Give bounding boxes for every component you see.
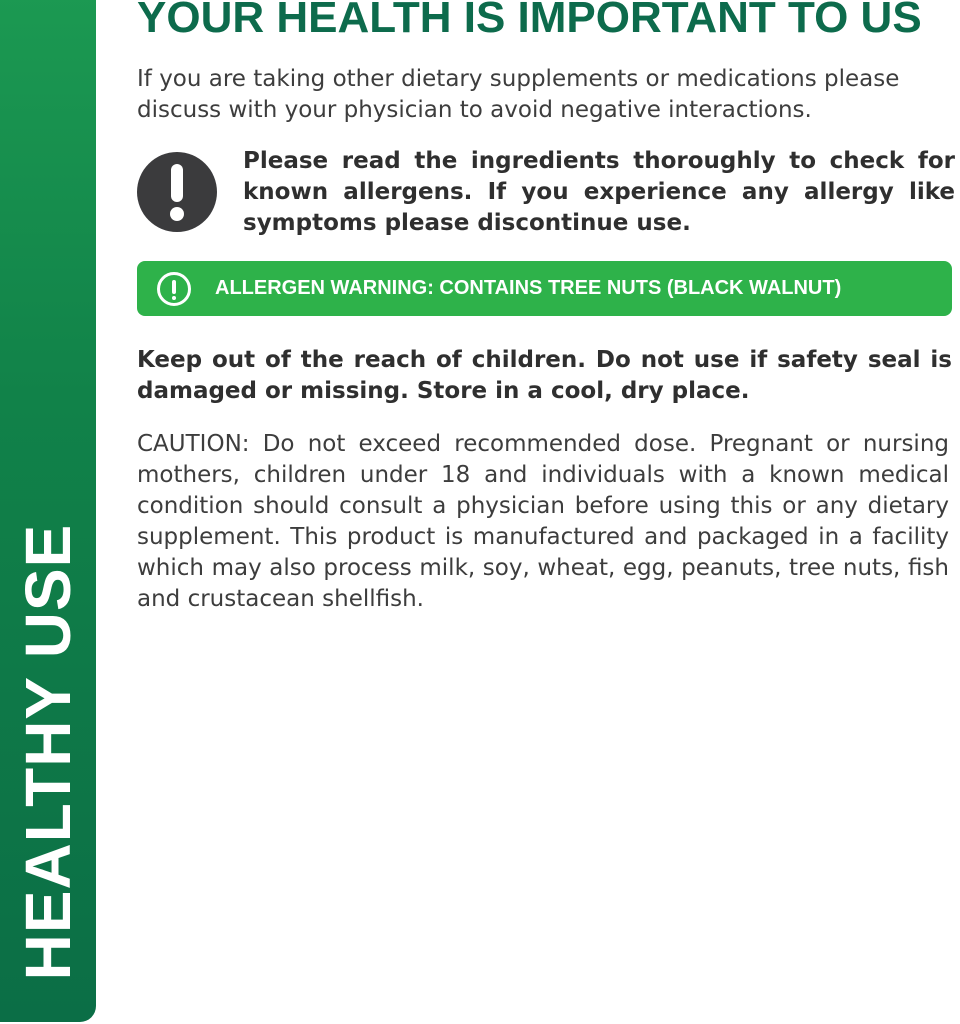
allergen-warning-banner <box>137 261 952 316</box>
exclamation-icon <box>137 152 217 232</box>
allergen-warning-text: ALLERGEN WARNING: CONTAINS TREE NUTS (BLACK WALNUT) <box>215 277 842 299</box>
intro-paragraph: If you are taking other dietary supplements or medications please discuss with your physician to avoid negative interactions. <box>137 66 900 123</box>
exclamation-circle-icon <box>157 272 191 306</box>
sidebar-label: HEALTHY USE <box>12 523 84 981</box>
exclamation-dot <box>170 207 184 221</box>
banner-icon-bar <box>172 280 176 294</box>
allergen-notice: Please read the ingredients thoroughly to check for known allergens. If you experience any allergy like symptoms please discontinue use. <box>243 148 955 236</box>
sidebar-band <box>0 0 96 1022</box>
caution-paragraph: CAUTION: Do not exceed recommended dose. Pregnant or nursing mothers, children under 18 and individuals with a known medical condition should consult a physician before using this or any dietary supplement. This product is manufactured and packaged in a facility which may also process milk, soy, wheat, egg, peanuts, tree nuts, fish and crustacean shellfish. <box>137 431 949 612</box>
banner-icon-dot <box>172 296 176 300</box>
exclamation-bar <box>171 164 183 202</box>
safety-paragraph: Keep out of the reach of children. Do not use if safety seal is damaged or missing. Store in a cool, dry place. <box>137 347 952 404</box>
page-title: YOUR HEALTH IS IMPORTANT TO US <box>137 0 922 42</box>
